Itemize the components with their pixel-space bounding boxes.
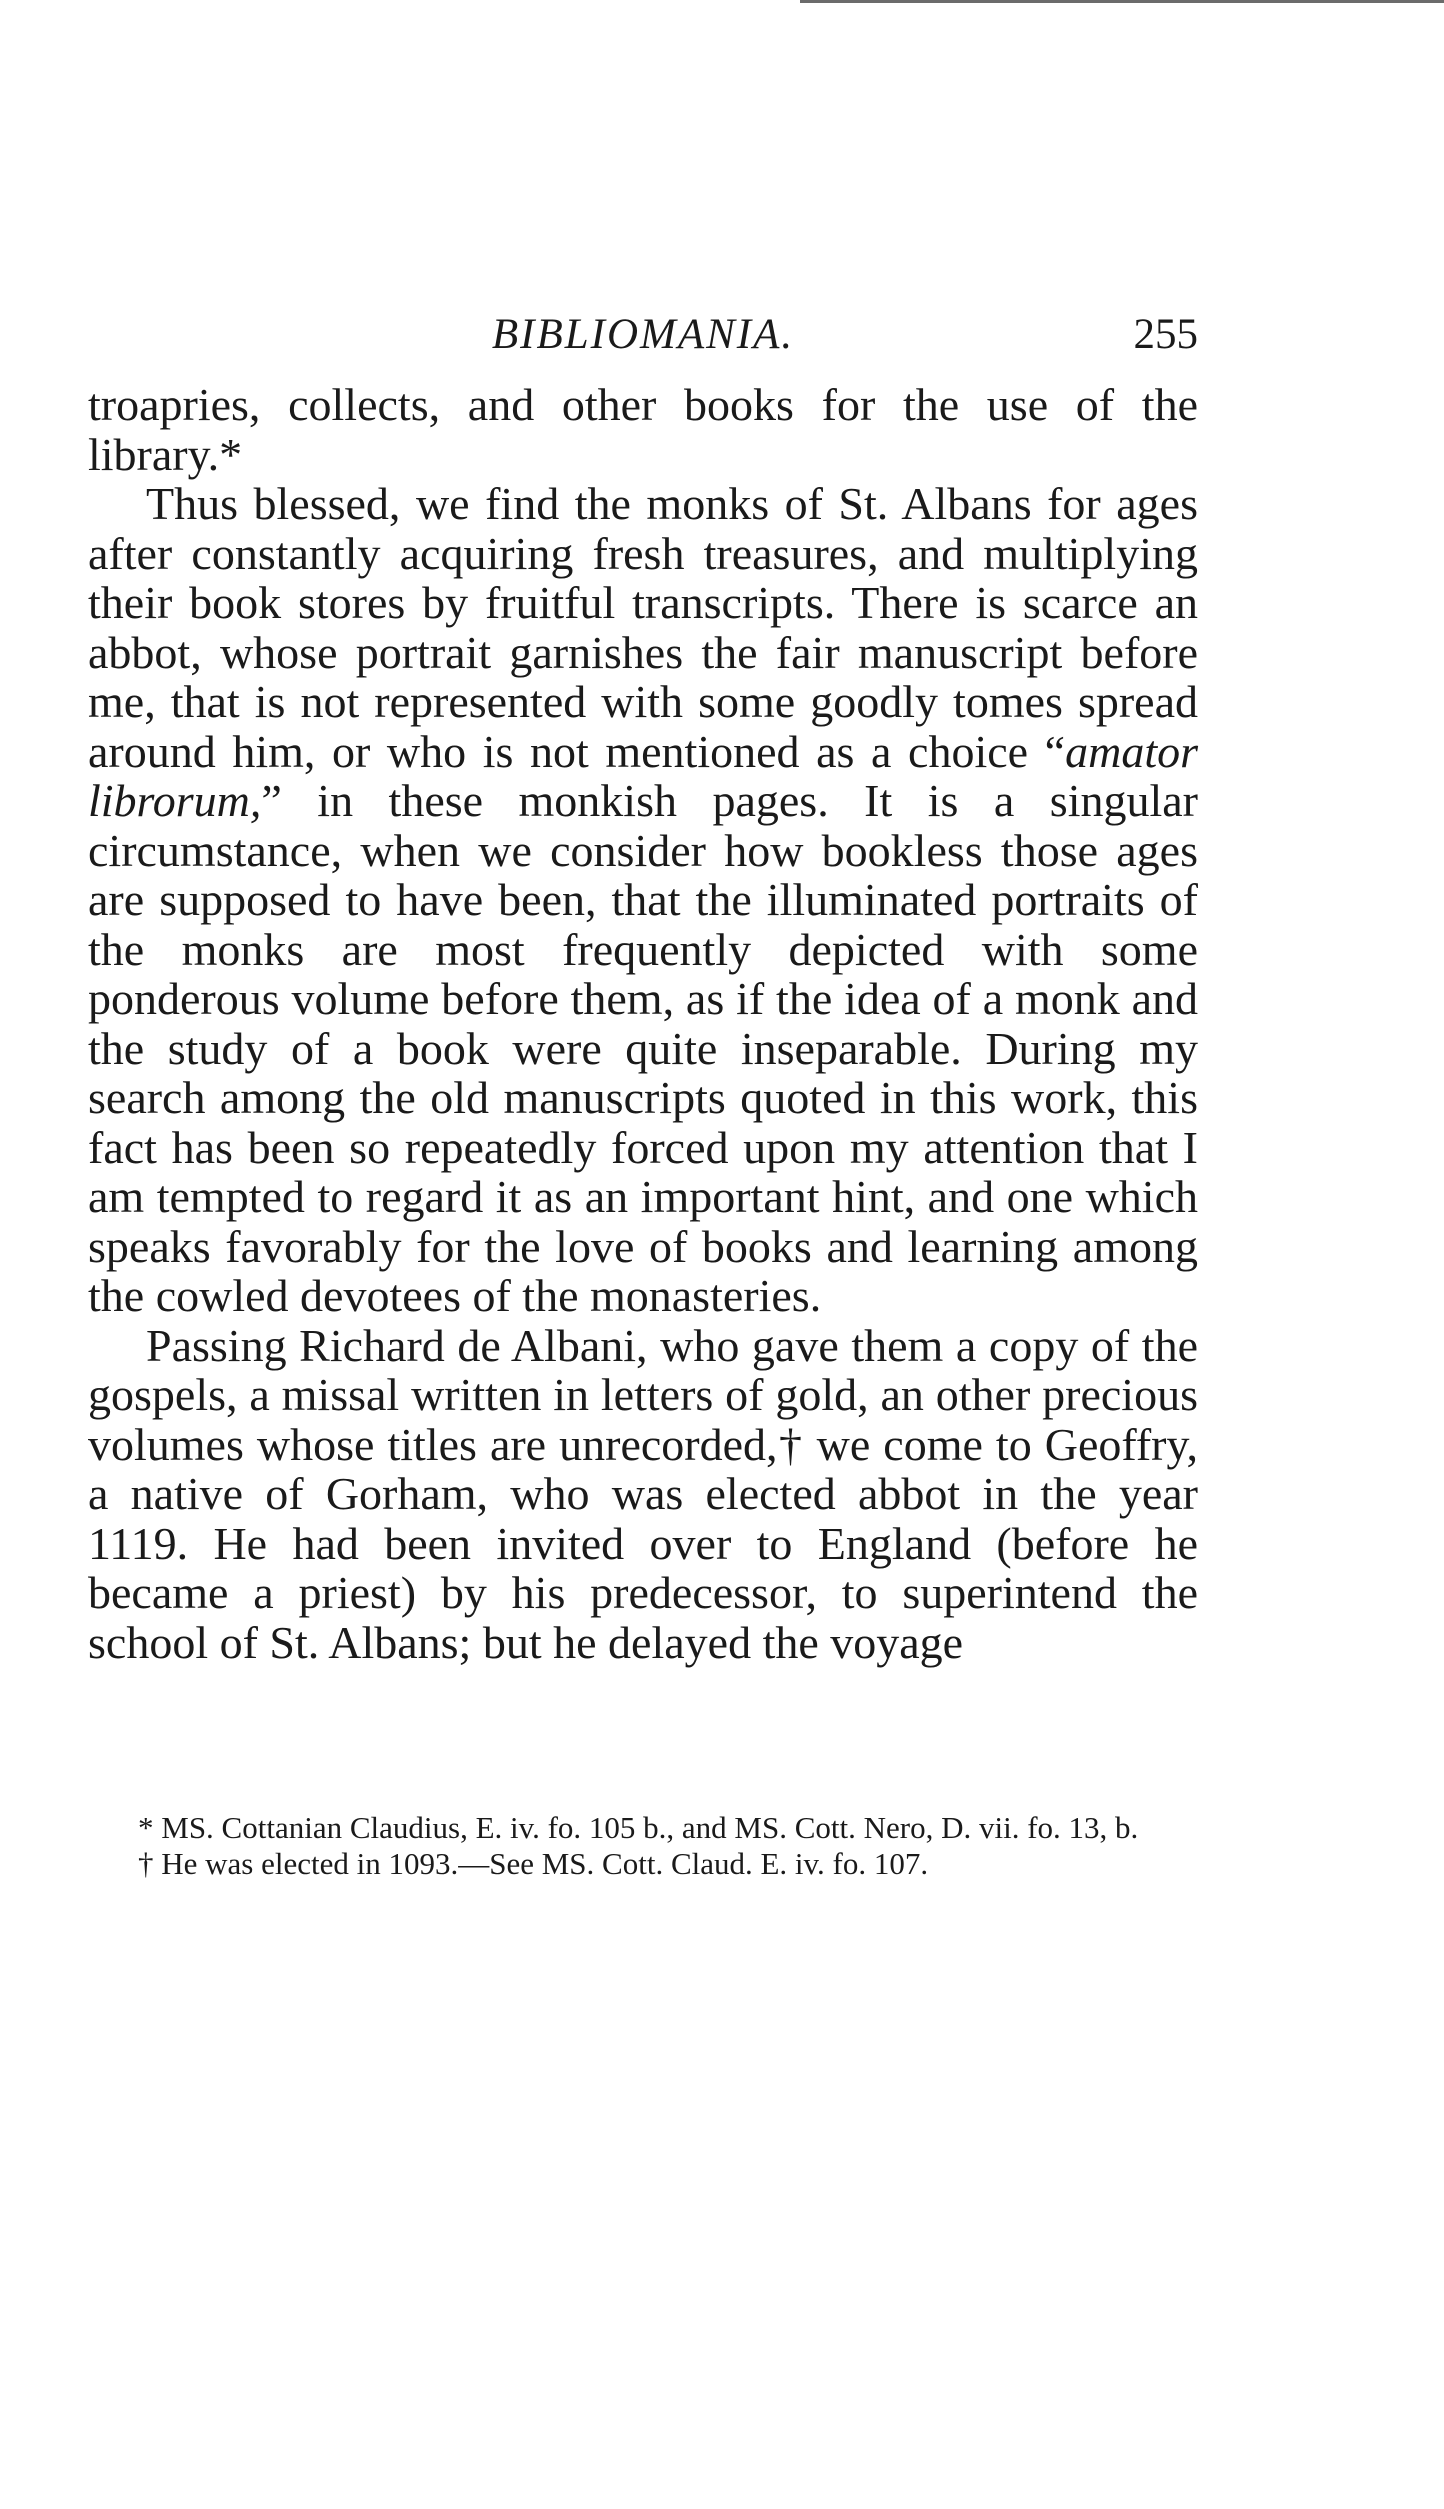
footnote-2: † He was elected in 1093.—See MS. Cott. Claud. E. iv. fo. 107. <box>138 1846 929 1881</box>
footnote-1: * MS. Cottanian Claudius, E. iv. fo. 105 b., and MS. Cott. Nero, D. vii. fo. 13, b. <box>138 1810 1139 1845</box>
paragraph-2-latin-phrase: amator librorum, <box>88 725 1198 826</box>
page-header <box>88 310 1198 370</box>
paragraph-3: Passing Richard de Albani, who gave them a copy of the gospels, a missal written in letters of gold, an other precious volumes whose titles are unrecorded,† we come to Geoffry, a native of Gorham, who was elected abbot in the year 1119. He had been invited over to England (before he became a priest) by his predecessor, to superintend the school of St. Albans; but he delayed the voyage <box>88 1319 1198 1668</box>
footnotes <box>88 1810 1198 1882</box>
page-number: 255 <box>1133 311 1198 358</box>
paragraph-2 <box>88 479 1198 1321</box>
paragraph-1: troapries, collects, and other books for the use of the library.* <box>88 379 1198 480</box>
paragraph-2-start: Thus blessed, we find the monks of St. Albans for ages after constantly acquiring fresh treasures, and multiplying their book stores by fruitful transcripts. There is scarce an abbot, whose portrait garnishes the fair manuscript before me, that is not represented with some goodly tomes spread around him, or who is not mentioned as a choice “ <box>88 478 1198 777</box>
body-text <box>88 380 1198 1667</box>
running-title: BIBLIOMANIA. <box>491 311 795 358</box>
scan-edge-line <box>800 0 1444 3</box>
paragraph-2-end: ” in these monkish pages. It is a singular circumstance, when we consider how bookless those ages are supposed to have been, that the illuminated portraits of the monks are most frequently depicted with some ponderous volume before them, as if the idea of a monk and the study of a book were quite inseparable. During my search among the old manuscripts quoted in this work, this fact has been so repeatedly forced upon my attention that I am tempted to regard it as an important hint, and one which speaks favorably for the love of books and learning among the cowled devotees of the monasteries. <box>88 775 1198 1321</box>
